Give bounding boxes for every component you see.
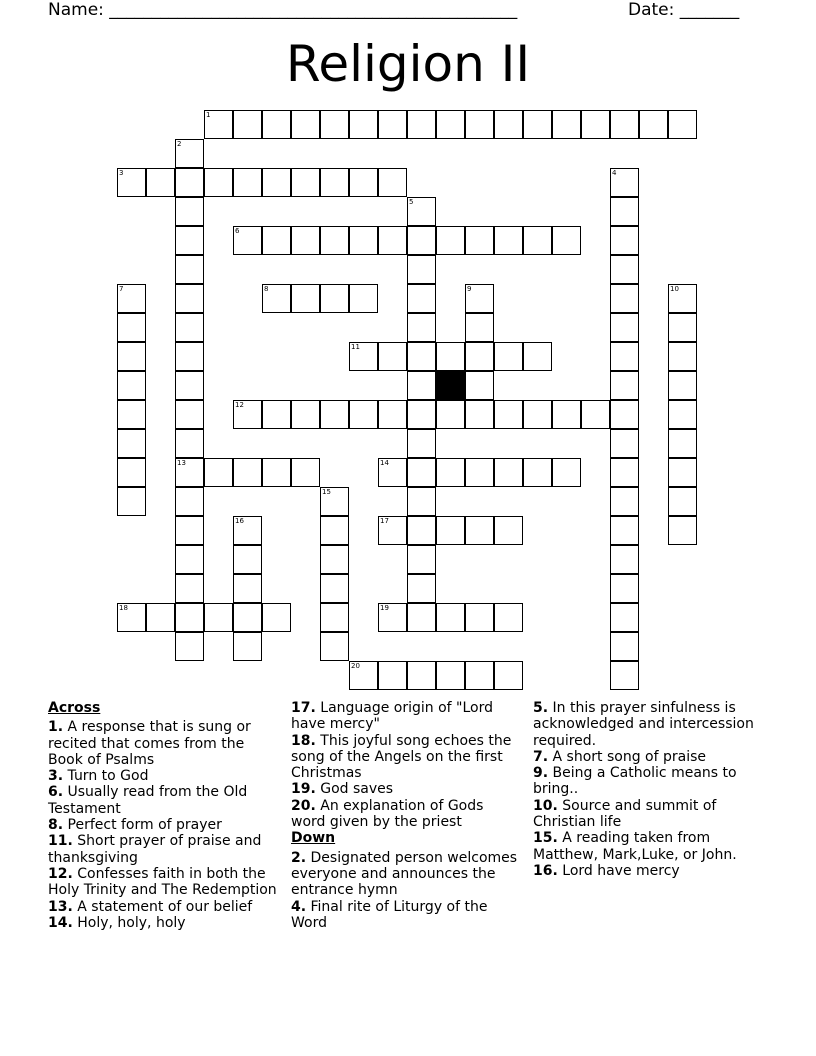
grid-cell[interactable]	[262, 400, 291, 429]
clue-item	[291, 850, 521, 899]
clue-number-label: 1.	[48, 719, 64, 736]
grid-cell[interactable]	[175, 139, 204, 168]
grid-cell[interactable]	[494, 661, 523, 690]
clue-number-label: 18.	[291, 732, 316, 749]
grid-cell[interactable]	[117, 487, 146, 516]
grid-cell[interactable]	[581, 110, 610, 139]
grid-cell[interactable]	[407, 574, 436, 603]
grid-cell[interactable]	[465, 226, 494, 255]
grid-cell[interactable]	[320, 574, 349, 603]
grid-cell[interactable]	[291, 458, 320, 487]
grid-cell[interactable]	[262, 110, 291, 139]
clue-item	[291, 781, 521, 797]
down-heading: Down	[291, 830, 336, 847]
clue-number-label: 11.	[48, 833, 73, 850]
grid-cell[interactable]	[175, 197, 204, 226]
grid-cell[interactable]	[175, 168, 204, 197]
clue-number: 11	[351, 343, 360, 351]
clue-number-label: 7.	[533, 748, 549, 765]
grid-cell[interactable]	[233, 400, 262, 429]
grid-cell[interactable]	[407, 197, 436, 226]
clue-number-label: 19.	[291, 781, 316, 798]
clue-text: An explanation of Gods word given by the priest	[291, 797, 484, 831]
clue-text: Final rite of Liturgy of the Word	[291, 898, 488, 931]
grid-cell[interactable]	[465, 603, 494, 632]
grid-cell[interactable]	[407, 429, 436, 458]
grid-cell[interactable]	[378, 110, 407, 139]
grid-cell[interactable]	[378, 603, 407, 632]
grid-cell[interactable]	[291, 110, 320, 139]
grid-cell[interactable]	[378, 458, 407, 487]
clue-item	[48, 833, 280, 866]
grid-cell[interactable]	[349, 661, 378, 690]
grid-cell[interactable]	[610, 661, 639, 690]
grid-cell[interactable]	[175, 545, 204, 574]
grid-cell[interactable]	[494, 603, 523, 632]
clue-number: 13	[177, 459, 186, 467]
grid-cell[interactable]	[552, 400, 581, 429]
grid-cell[interactable]	[320, 516, 349, 545]
clue-number-label: 15.	[533, 830, 558, 847]
grid-cell[interactable]	[175, 371, 204, 400]
clue-item	[48, 915, 280, 931]
grid-cell[interactable]	[407, 661, 436, 690]
grid-cell[interactable]	[262, 168, 291, 197]
grid-cell[interactable]	[320, 168, 349, 197]
grid-cell[interactable]	[668, 400, 697, 429]
grid-cell[interactable]	[378, 661, 407, 690]
grid-cell[interactable]	[407, 545, 436, 574]
grid-cell[interactable]	[204, 110, 233, 139]
grid-cell[interactable]	[407, 342, 436, 371]
grid-cell[interactable]	[378, 400, 407, 429]
grid-cell[interactable]	[233, 603, 262, 632]
grid-cell[interactable]	[291, 168, 320, 197]
grid-cell[interactable]	[523, 226, 552, 255]
grid-cell[interactable]	[523, 400, 552, 429]
grid-cell[interactable]	[436, 516, 465, 545]
grid-cell[interactable]	[349, 400, 378, 429]
clue-text: Holy, holy, holy	[72, 914, 186, 931]
clue-number: 7	[119, 285, 124, 293]
grid-cell[interactable]	[407, 226, 436, 255]
clue-item	[48, 719, 280, 768]
grid-cell[interactable]	[639, 110, 668, 139]
clue-number: 20	[351, 662, 360, 670]
clue-number-label: 3.	[48, 768, 64, 785]
clue-number: 5	[409, 198, 414, 206]
grid-cell[interactable]	[320, 545, 349, 574]
grid-cell[interactable]	[668, 429, 697, 458]
grid-cell[interactable]	[146, 603, 175, 632]
clue-item	[291, 733, 521, 782]
clue-text: Being a Catholic means to bring..	[533, 765, 737, 798]
grid-cell[interactable]	[117, 342, 146, 371]
grid-cell[interactable]	[610, 487, 639, 516]
grid-cell[interactable]	[407, 313, 436, 342]
name-field[interactable]: Name: ________________________________________________	[48, 0, 518, 20]
grid-cell[interactable]	[117, 371, 146, 400]
clue-number-label: 14.	[48, 914, 73, 931]
grid-cell[interactable]	[175, 429, 204, 458]
clue-number-label: 17.	[291, 700, 316, 716]
grid-cell[interactable]	[175, 255, 204, 284]
clue-number-label: 8.	[48, 817, 64, 834]
across-heading: Across	[48, 700, 101, 716]
clue-number-label: 4.	[291, 898, 307, 915]
clue-text: A statement of our belief	[72, 898, 253, 915]
clue-item	[48, 817, 280, 833]
grid-cell[interactable]	[436, 342, 465, 371]
grid-cell[interactable]	[610, 284, 639, 313]
clue-column-3	[533, 700, 773, 879]
grid-cell[interactable]	[610, 429, 639, 458]
grid-cell[interactable]	[668, 516, 697, 545]
clue-text: Lord have mercy	[557, 862, 680, 879]
grid-cell[interactable]	[291, 226, 320, 255]
grid-cell[interactable]	[610, 400, 639, 429]
grid-cell[interactable]	[436, 458, 465, 487]
grid-cell[interactable]	[233, 516, 262, 545]
clue-number-label: 20.	[291, 797, 316, 814]
grid-cell[interactable]	[465, 458, 494, 487]
grid-cell[interactable]	[552, 458, 581, 487]
clue-text: Usually read from the Old Testament	[48, 784, 248, 817]
clue-item	[533, 798, 773, 831]
grid-cell[interactable]	[494, 226, 523, 255]
grid-cell[interactable]	[407, 458, 436, 487]
clue-number-label: 9.	[533, 765, 549, 782]
grid-cell[interactable]	[494, 516, 523, 545]
clue-column-2	[291, 700, 521, 931]
grid-cell[interactable]	[610, 632, 639, 661]
clue-number: 1	[206, 111, 211, 119]
grid-cell[interactable]	[523, 110, 552, 139]
clue-number-label: 16.	[533, 862, 558, 879]
grid-cell[interactable]	[175, 632, 204, 661]
clue-item	[533, 700, 773, 749]
clue-number: 16	[235, 517, 244, 525]
grid-cell[interactable]	[175, 603, 204, 632]
clue-text: A reading taken from Matthew, Mark,Luke, or John.	[533, 830, 737, 863]
grid-cell[interactable]	[494, 110, 523, 139]
clue-text: Perfect form of prayer	[63, 817, 222, 834]
grid-cell[interactable]	[407, 516, 436, 545]
clue-number-label: 6.	[48, 784, 64, 801]
clue-item	[533, 830, 773, 863]
grid-cell[interactable]	[378, 226, 407, 255]
grid-cell[interactable]	[465, 400, 494, 429]
grid-cell[interactable]	[117, 400, 146, 429]
grid-cell[interactable]	[407, 110, 436, 139]
grid-cell[interactable]	[175, 313, 204, 342]
grid-cell[interactable]	[465, 110, 494, 139]
clue-number: 6	[235, 227, 240, 235]
grid-cell[interactable]	[175, 284, 204, 313]
clue-text: Source and summit of Christian life	[533, 797, 717, 831]
grid-cell[interactable]	[610, 197, 639, 226]
grid-cell[interactable]	[262, 458, 291, 487]
grid-cell[interactable]	[610, 371, 639, 400]
grid-cell[interactable]	[407, 487, 436, 516]
grid-cell[interactable]	[610, 255, 639, 284]
grid-cell[interactable]	[436, 226, 465, 255]
grid-cell[interactable]	[494, 400, 523, 429]
grid-cell[interactable]	[233, 168, 262, 197]
grid-cell[interactable]	[175, 400, 204, 429]
clue-number: 19	[380, 604, 389, 612]
clue-number: 17	[380, 517, 389, 525]
grid-cell[interactable]	[407, 603, 436, 632]
clue-item	[533, 765, 773, 798]
grid-cell[interactable]	[610, 603, 639, 632]
puzzle-title: Religion II	[285, 35, 531, 93]
down-clue-list-continued	[533, 700, 773, 879]
clue-number-label: 2.	[291, 849, 307, 866]
grid-cell[interactable]	[349, 284, 378, 313]
across-clue-list	[48, 719, 280, 931]
grid-cell[interactable]	[436, 400, 465, 429]
grid-cell[interactable]	[610, 342, 639, 371]
grid-cell[interactable]	[233, 458, 262, 487]
grid-cell[interactable]	[320, 632, 349, 661]
clue-number: 3	[119, 169, 124, 177]
grid-cell[interactable]	[349, 110, 378, 139]
clue-item	[291, 899, 521, 932]
clue-number: 15	[322, 488, 331, 496]
grid-cell[interactable]	[233, 632, 262, 661]
grid-cell[interactable]	[320, 110, 349, 139]
clue-item	[533, 863, 773, 879]
grid-cell[interactable]	[262, 603, 291, 632]
grid-cell[interactable]	[581, 400, 610, 429]
grid-cell[interactable]	[668, 284, 697, 313]
grid-cell[interactable]	[175, 458, 204, 487]
clue-item	[48, 899, 280, 915]
grid-cell[interactable]	[291, 284, 320, 313]
grid-cell[interactable]	[175, 342, 204, 371]
date-field[interactable]: Date: _______	[628, 0, 740, 20]
grid-cell[interactable]	[175, 226, 204, 255]
grid-cell[interactable]	[494, 458, 523, 487]
grid-cell[interactable]	[320, 487, 349, 516]
grid-cell[interactable]	[233, 226, 262, 255]
clue-number-label: 12.	[48, 865, 73, 882]
grid-cell[interactable]	[117, 284, 146, 313]
clue-number: 12	[235, 401, 244, 409]
clue-item	[291, 700, 521, 733]
clue-number: 10	[670, 285, 679, 293]
grid-cell[interactable]	[436, 110, 465, 139]
grid-cell[interactable]	[117, 168, 146, 197]
clue-item	[291, 798, 521, 831]
grid-cell[interactable]	[233, 110, 262, 139]
clue-text: In this prayer sinfulness is acknowledged and intercession required.	[533, 700, 754, 749]
grid-cell[interactable]	[610, 458, 639, 487]
clue-column-1	[48, 700, 280, 931]
clue-text: A short song of praise	[548, 748, 706, 765]
grid-cell[interactable]	[117, 313, 146, 342]
grid-cell[interactable]	[262, 226, 291, 255]
grid-cell[interactable]	[610, 545, 639, 574]
grid-cell[interactable]	[668, 342, 697, 371]
clue-number: 14	[380, 459, 389, 467]
grid-cell[interactable]	[117, 603, 146, 632]
clue-item	[533, 749, 773, 765]
grid-cell[interactable]	[117, 429, 146, 458]
clue-text: Turn to God	[63, 768, 149, 785]
grid-cell[interactable]	[175, 487, 204, 516]
clue-number: 4	[612, 169, 617, 177]
clue-number-label: 13.	[48, 898, 73, 915]
grid-cell[interactable]	[668, 458, 697, 487]
grid-cell[interactable]	[291, 400, 320, 429]
grid-cell[interactable]	[552, 110, 581, 139]
clue-number: 2	[177, 140, 182, 148]
grid-cell[interactable]	[378, 516, 407, 545]
grid-cell[interactable]	[494, 342, 523, 371]
across-clue-list-continued	[291, 700, 521, 830]
grid-cell[interactable]	[465, 661, 494, 690]
clue-text: A response that is sung or recited that comes from the Book of Psalms	[48, 719, 251, 768]
clue-text: Language origin of "Lord have mercy"	[291, 700, 494, 733]
grid-cell[interactable]	[204, 603, 233, 632]
grid-cell[interactable]	[204, 458, 233, 487]
clue-item	[48, 768, 280, 784]
grid-cell[interactable]	[610, 168, 639, 197]
clue-number: 18	[119, 604, 128, 612]
grid-cell[interactable]	[668, 487, 697, 516]
grid-cell[interactable]	[465, 516, 494, 545]
grid-cell[interactable]	[668, 313, 697, 342]
clue-text: Designated person welcomes everyone and announces the entrance hymn	[291, 849, 518, 899]
grid-cell[interactable]	[407, 400, 436, 429]
grid-cell[interactable]	[349, 342, 378, 371]
grid-cell[interactable]	[320, 400, 349, 429]
clue-number-label: 10.	[533, 797, 558, 814]
grid-cell[interactable]	[610, 226, 639, 255]
grid-cell[interactable]	[117, 458, 146, 487]
grid-cell[interactable]	[175, 574, 204, 603]
clue-item	[48, 866, 280, 899]
grid-cell[interactable]	[465, 313, 494, 342]
grid-cell[interactable]	[610, 110, 639, 139]
grid-cell[interactable]	[233, 545, 262, 574]
grid-cell[interactable]	[407, 284, 436, 313]
clue-text: Confesses faith in both the Holy Trinity and The Redemption	[48, 865, 277, 899]
grid-cell[interactable]	[175, 516, 204, 545]
down-clue-list	[291, 850, 521, 931]
grid-cell[interactable]	[407, 371, 436, 400]
grid-cell[interactable]	[320, 226, 349, 255]
clue-text: Short prayer of praise and thanksgiving	[48, 833, 262, 866]
grid-cell[interactable]	[465, 371, 494, 400]
grid-cell[interactable]	[320, 284, 349, 313]
grid-cell[interactable]	[204, 168, 233, 197]
grid-cell[interactable]	[407, 255, 436, 284]
grid-cell[interactable]	[610, 516, 639, 545]
clue-item	[48, 784, 280, 817]
grid-cell[interactable]	[436, 603, 465, 632]
grid-cell[interactable]	[378, 168, 407, 197]
clue-number-label: 5.	[533, 700, 549, 716]
grid-cell[interactable]	[465, 284, 494, 313]
black-cell	[436, 371, 465, 400]
clue-text: God saves	[315, 781, 394, 798]
grid-cell[interactable]	[465, 342, 494, 371]
grid-cell[interactable]	[262, 284, 291, 313]
grid-cell[interactable]	[523, 458, 552, 487]
grid-cell[interactable]	[378, 342, 407, 371]
grid-cell[interactable]	[552, 226, 581, 255]
clue-number: 9	[467, 285, 472, 293]
clue-number: 8	[264, 285, 269, 293]
grid-cell[interactable]	[146, 168, 175, 197]
grid-cell[interactable]	[436, 661, 465, 690]
grid-cell[interactable]	[523, 342, 552, 371]
grid-cell[interactable]	[320, 603, 349, 632]
grid-cell[interactable]	[233, 574, 262, 603]
grid-cell[interactable]	[668, 371, 697, 400]
grid-cell[interactable]	[668, 110, 697, 139]
grid-cell[interactable]	[349, 168, 378, 197]
grid-cell[interactable]	[610, 574, 639, 603]
grid-cell[interactable]	[610, 313, 639, 342]
grid-cell[interactable]	[349, 226, 378, 255]
clue-text: This joyful song echoes the song of the Angels on the first Christmas	[291, 732, 512, 782]
